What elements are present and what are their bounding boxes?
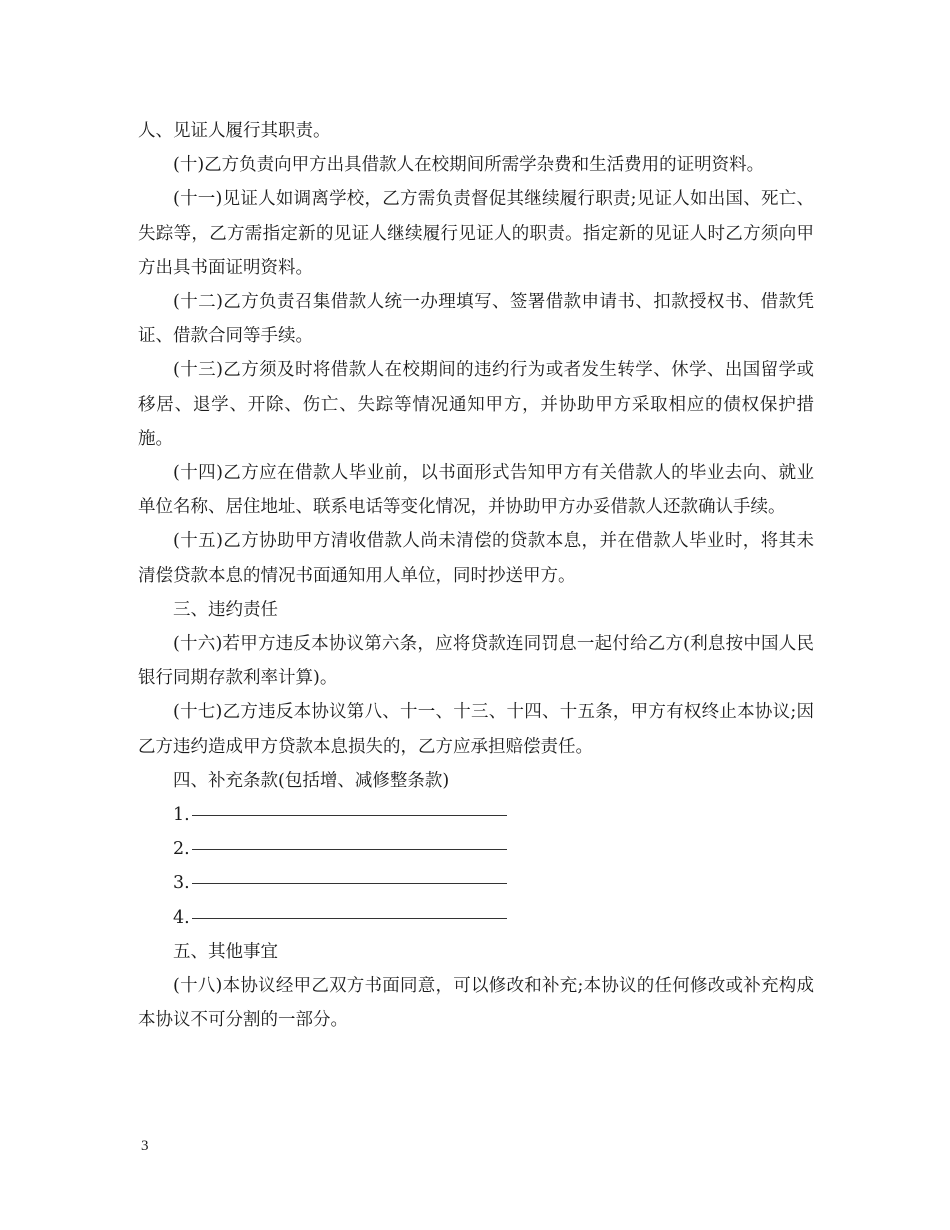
section-heading: 五、其他事宜 — [173, 941, 278, 962]
paragraph: 人、见证人履行其职责。 — [138, 121, 331, 141]
paragraph: (十五)乙方协助甲方清收借款人尚未清偿的贷款本息，并在借款人毕业时，将其未清偿贷款本息的情况书面通知用人单位，同时抄送甲方。 — [138, 531, 814, 586]
section-heading: 三、违约责任 — [173, 599, 278, 620]
paragraph: (十)乙方负责向甲方出具借款人在校期间所需学杂费和生活费用的证明资料。 — [173, 155, 765, 176]
blank-underline — [192, 917, 507, 919]
supplementary-clause-blank — [138, 798, 814, 832]
supplementary-clause-blank — [138, 901, 814, 935]
paragraph: (十七)乙方违反本协议第八、十一、十三、十四、十五条，甲方有权终止本协议;因乙方违约造成甲方贷款本息损失的，乙方应承担赔偿责任。 — [138, 702, 814, 757]
blank-number: 2. — [173, 839, 190, 860]
blank-underline — [192, 814, 507, 816]
supplementary-clause-blank — [138, 832, 814, 866]
paragraph: (十二)乙方负责召集借款人统一办理填写、签署借款申请书、扣款授权书、借款凭证、借款合同等手续。 — [138, 292, 814, 347]
paragraph: (十四)乙方应在借款人毕业前，以书面形式告知甲方有关借款人的毕业去向、就业单位名称、居住地址、联系电话等变化情况，并协助甲方办妥借款人还款确认手续。 — [138, 463, 814, 518]
page-number: 3 — [141, 1138, 149, 1154]
paragraph: (十一)见证人如调离学校，乙方需负责督促其继续履行职责;见证人如出国、死亡、失踪等，乙方需指定新的见证人继续履行见证人的职责。指定新的见证人时乙方须向甲方出具书面证明资料。 — [138, 189, 814, 278]
blank-number: 3. — [173, 873, 190, 894]
paragraph: (十三)乙方须及时将借款人在校期间的违约行为或者发生转学、休学、出国留学或移居、退学、开除、伤亡、失踪等情况通知甲方，并协助甲方采取相应的债权保护措施。 — [138, 360, 814, 449]
blank-number: 4. — [173, 907, 190, 928]
blank-underline — [192, 882, 507, 884]
document-body — [138, 114, 814, 1037]
section-heading: 四、补充条款(包括增、减修整条款) — [173, 770, 450, 791]
supplementary-clause-blank — [138, 866, 814, 900]
paragraph: (十六)若甲方违反本协议第六条，应将贷款连同罚息一起付给乙方(利息按中国人民银行同期存款利率计算)。 — [138, 634, 814, 689]
blank-underline — [192, 848, 507, 850]
blank-number: 1. — [173, 805, 190, 826]
paragraph: (十八)本协议经甲乙双方书面同意，可以修改和补充;本协议的任何修改或补充构成本协议不可分割的一部分。 — [138, 976, 814, 1031]
